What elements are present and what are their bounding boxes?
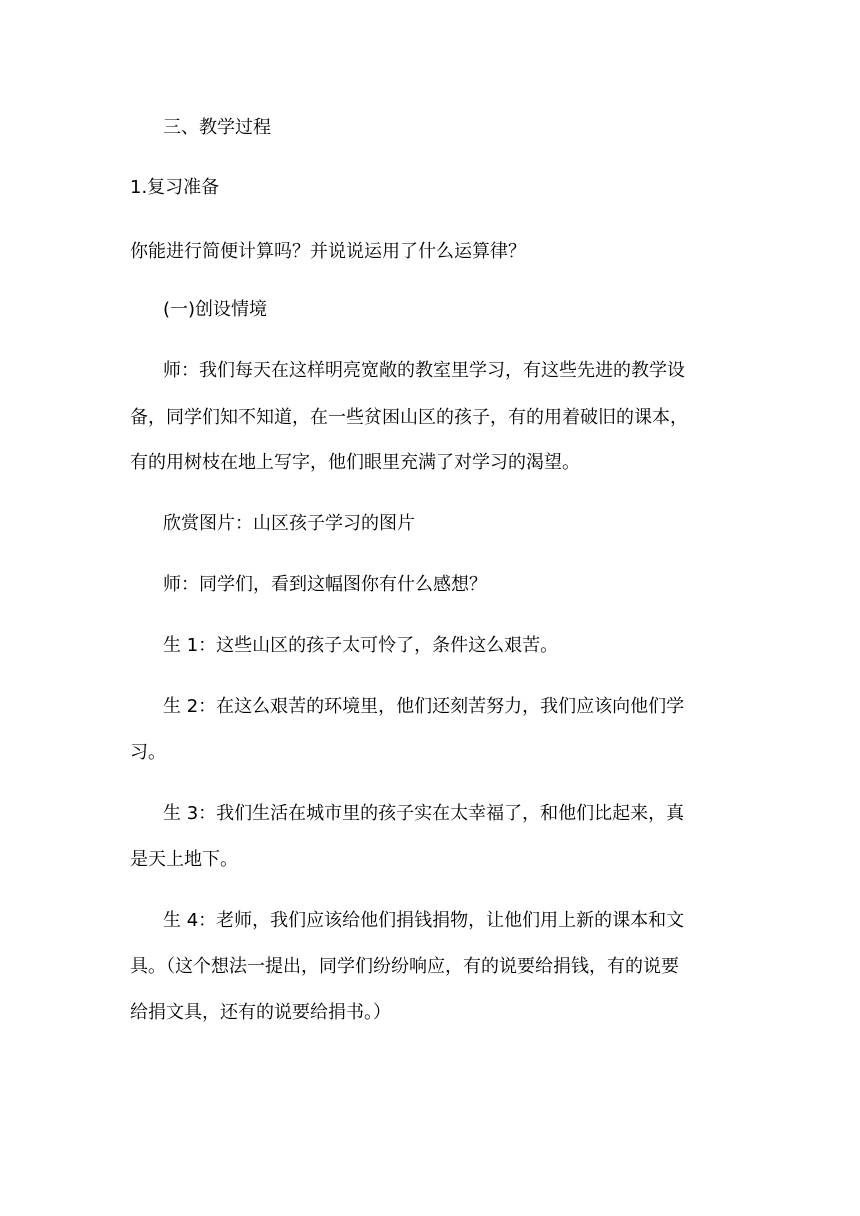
subsection-heading: (一)创设情境 [163, 299, 268, 320]
student-1-response: 生 1：这些山区的孩子太可怜了，条件这么艰苦。 [163, 635, 559, 656]
teacher-question: 师：同学们，看到这幅图你有什么感想？ [163, 574, 487, 595]
teacher-intro-line-1: 师：我们每天在这样明亮宽敞的教室里学习，有这些先进的教学设 [163, 360, 685, 381]
student-3-line-1: 生 3：我们生活在城市里的孩子实在太幸福了，和他们比起来，真 [163, 803, 685, 824]
step-heading: 1.复习准备 [130, 177, 220, 198]
review-question: 你能进行简便计算吗？并说说运用了什么运算律？ [130, 241, 526, 262]
teacher-intro-line-3: 有的用树枝在地上写字，他们眼里充满了对学习的渴望。 [130, 452, 580, 473]
student-2-line-1: 生 2：在这么艰苦的环境里，他们还刻苦努力，我们应该向他们学 [163, 696, 685, 717]
student-2-line-2: 习。 [130, 742, 166, 763]
student-4-line-2: 具。（这个想法一提出，同学们纷纷响应，有的说要给捐钱，有的说要 [130, 956, 679, 977]
student-4-line-3: 给捐文具，还有的说要给捐书。） [130, 1002, 391, 1023]
section-heading: 三、教学过程 [163, 117, 271, 138]
student-4-line-1: 生 4：老师，我们应该给他们捐钱捐物，让他们用上新的课本和文 [163, 910, 685, 931]
student-3-line-2: 是天上地下。 [130, 849, 238, 870]
teacher-intro-line-2: 备，同学们知不知道，在一些贫困山区的孩子，有的用着破旧的课本， [130, 407, 688, 428]
picture-note: 欣赏图片：山区孩子学习的图片 [163, 513, 415, 534]
